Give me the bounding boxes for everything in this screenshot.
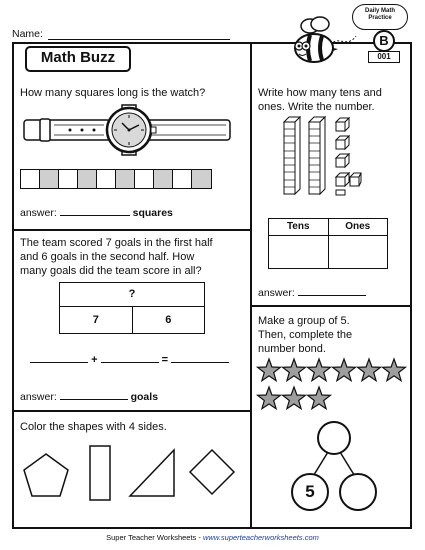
bond-value: 5 (305, 482, 315, 501)
name-line (48, 39, 230, 40)
page-title: Math Buzz (40, 49, 116, 66)
goals-answer-blank[interactable] (60, 390, 128, 400)
footer-url[interactable]: www.superteacherworksheets.com (202, 533, 319, 542)
star-icon[interactable] (283, 359, 306, 381)
goals-question: The team scored 7 goals in the first half and 6 goals in the second half. How many goals did the team score in all? (20, 237, 213, 277)
ones-cell[interactable] (329, 236, 388, 268)
ruler-square (192, 170, 211, 188)
ruler-square (21, 170, 40, 188)
addend-blank-2[interactable] (101, 353, 159, 363)
pentagon-shape[interactable] (24, 454, 68, 496)
ruler-square (40, 170, 59, 188)
divider-goals-shapes (12, 410, 252, 412)
sheet-number: 001 (377, 52, 391, 61)
triangle-shape[interactable] (130, 450, 174, 496)
bond-circle-right[interactable] (340, 474, 376, 510)
name-label: Name: (12, 28, 43, 40)
goals-answer: answer: goals (20, 391, 159, 403)
ruler-square (116, 170, 135, 188)
ruler-square (173, 170, 192, 188)
tens-ones-answer: answer: (258, 286, 366, 299)
plus-sign: + (91, 354, 98, 366)
diamond-shape[interactable] (190, 450, 234, 494)
ruler-square (59, 170, 78, 188)
star-icon[interactable] (258, 387, 281, 409)
stars-group (254, 356, 410, 420)
number-bond-diagram (288, 420, 392, 520)
star-icon[interactable] (333, 359, 356, 381)
watch-answer: answer: squares (20, 207, 173, 219)
measurement-squares (20, 169, 212, 189)
ruler-square (78, 170, 97, 188)
tens-cell[interactable] (269, 236, 329, 268)
tens-ones-answer-blank[interactable] (298, 286, 366, 296)
watch-answer-blank[interactable] (60, 206, 130, 216)
star-icon[interactable] (283, 387, 306, 409)
rectangle-shape[interactable] (90, 446, 110, 500)
star-icon[interactable] (308, 359, 331, 381)
shapes-row (18, 440, 244, 508)
base-ten-blocks-icon (282, 114, 362, 196)
part-cell-first: 7 (60, 307, 133, 333)
divider-tens-bond (250, 305, 412, 307)
watch-icon (18, 104, 238, 160)
star-icon[interactable] (308, 387, 331, 409)
ruler-square (97, 170, 116, 188)
level-letter: B (379, 33, 389, 48)
tens-header: Tens (269, 219, 329, 235)
addition-equation (30, 353, 229, 366)
footer: Super Teacher Worksheets - www.superteacherworksheets.com (106, 533, 319, 542)
place-value-table (268, 218, 388, 269)
star-icon[interactable] (358, 359, 381, 381)
watch-question: How many squares long is the watch? (20, 87, 206, 99)
star-icon[interactable] (383, 359, 406, 381)
ruler-square (135, 170, 154, 188)
part-cell-second: 6 (165, 314, 172, 326)
number-bond-question: Make a group of 5. Then, complete the number bond. (258, 315, 353, 355)
sum-blank[interactable] (171, 353, 229, 363)
shapes-question: Color the shapes with 4 sides. (20, 421, 167, 433)
star-icon[interactable] (258, 359, 281, 381)
divider-watch-goals (12, 229, 252, 231)
equals-sign: = (161, 354, 169, 366)
badge-text: Daily Math Practice (364, 8, 395, 21)
part-whole-model (59, 282, 205, 334)
ruler-square (154, 170, 173, 188)
bond-circle-top[interactable] (318, 422, 350, 454)
ones-header: Ones (345, 221, 371, 232)
tens-ones-question: Write how many tens and ones. Write the number. (258, 87, 382, 113)
whole-cell[interactable]: ? (60, 283, 204, 307)
addend-blank-1[interactable] (30, 353, 88, 363)
column-divider (250, 42, 252, 529)
